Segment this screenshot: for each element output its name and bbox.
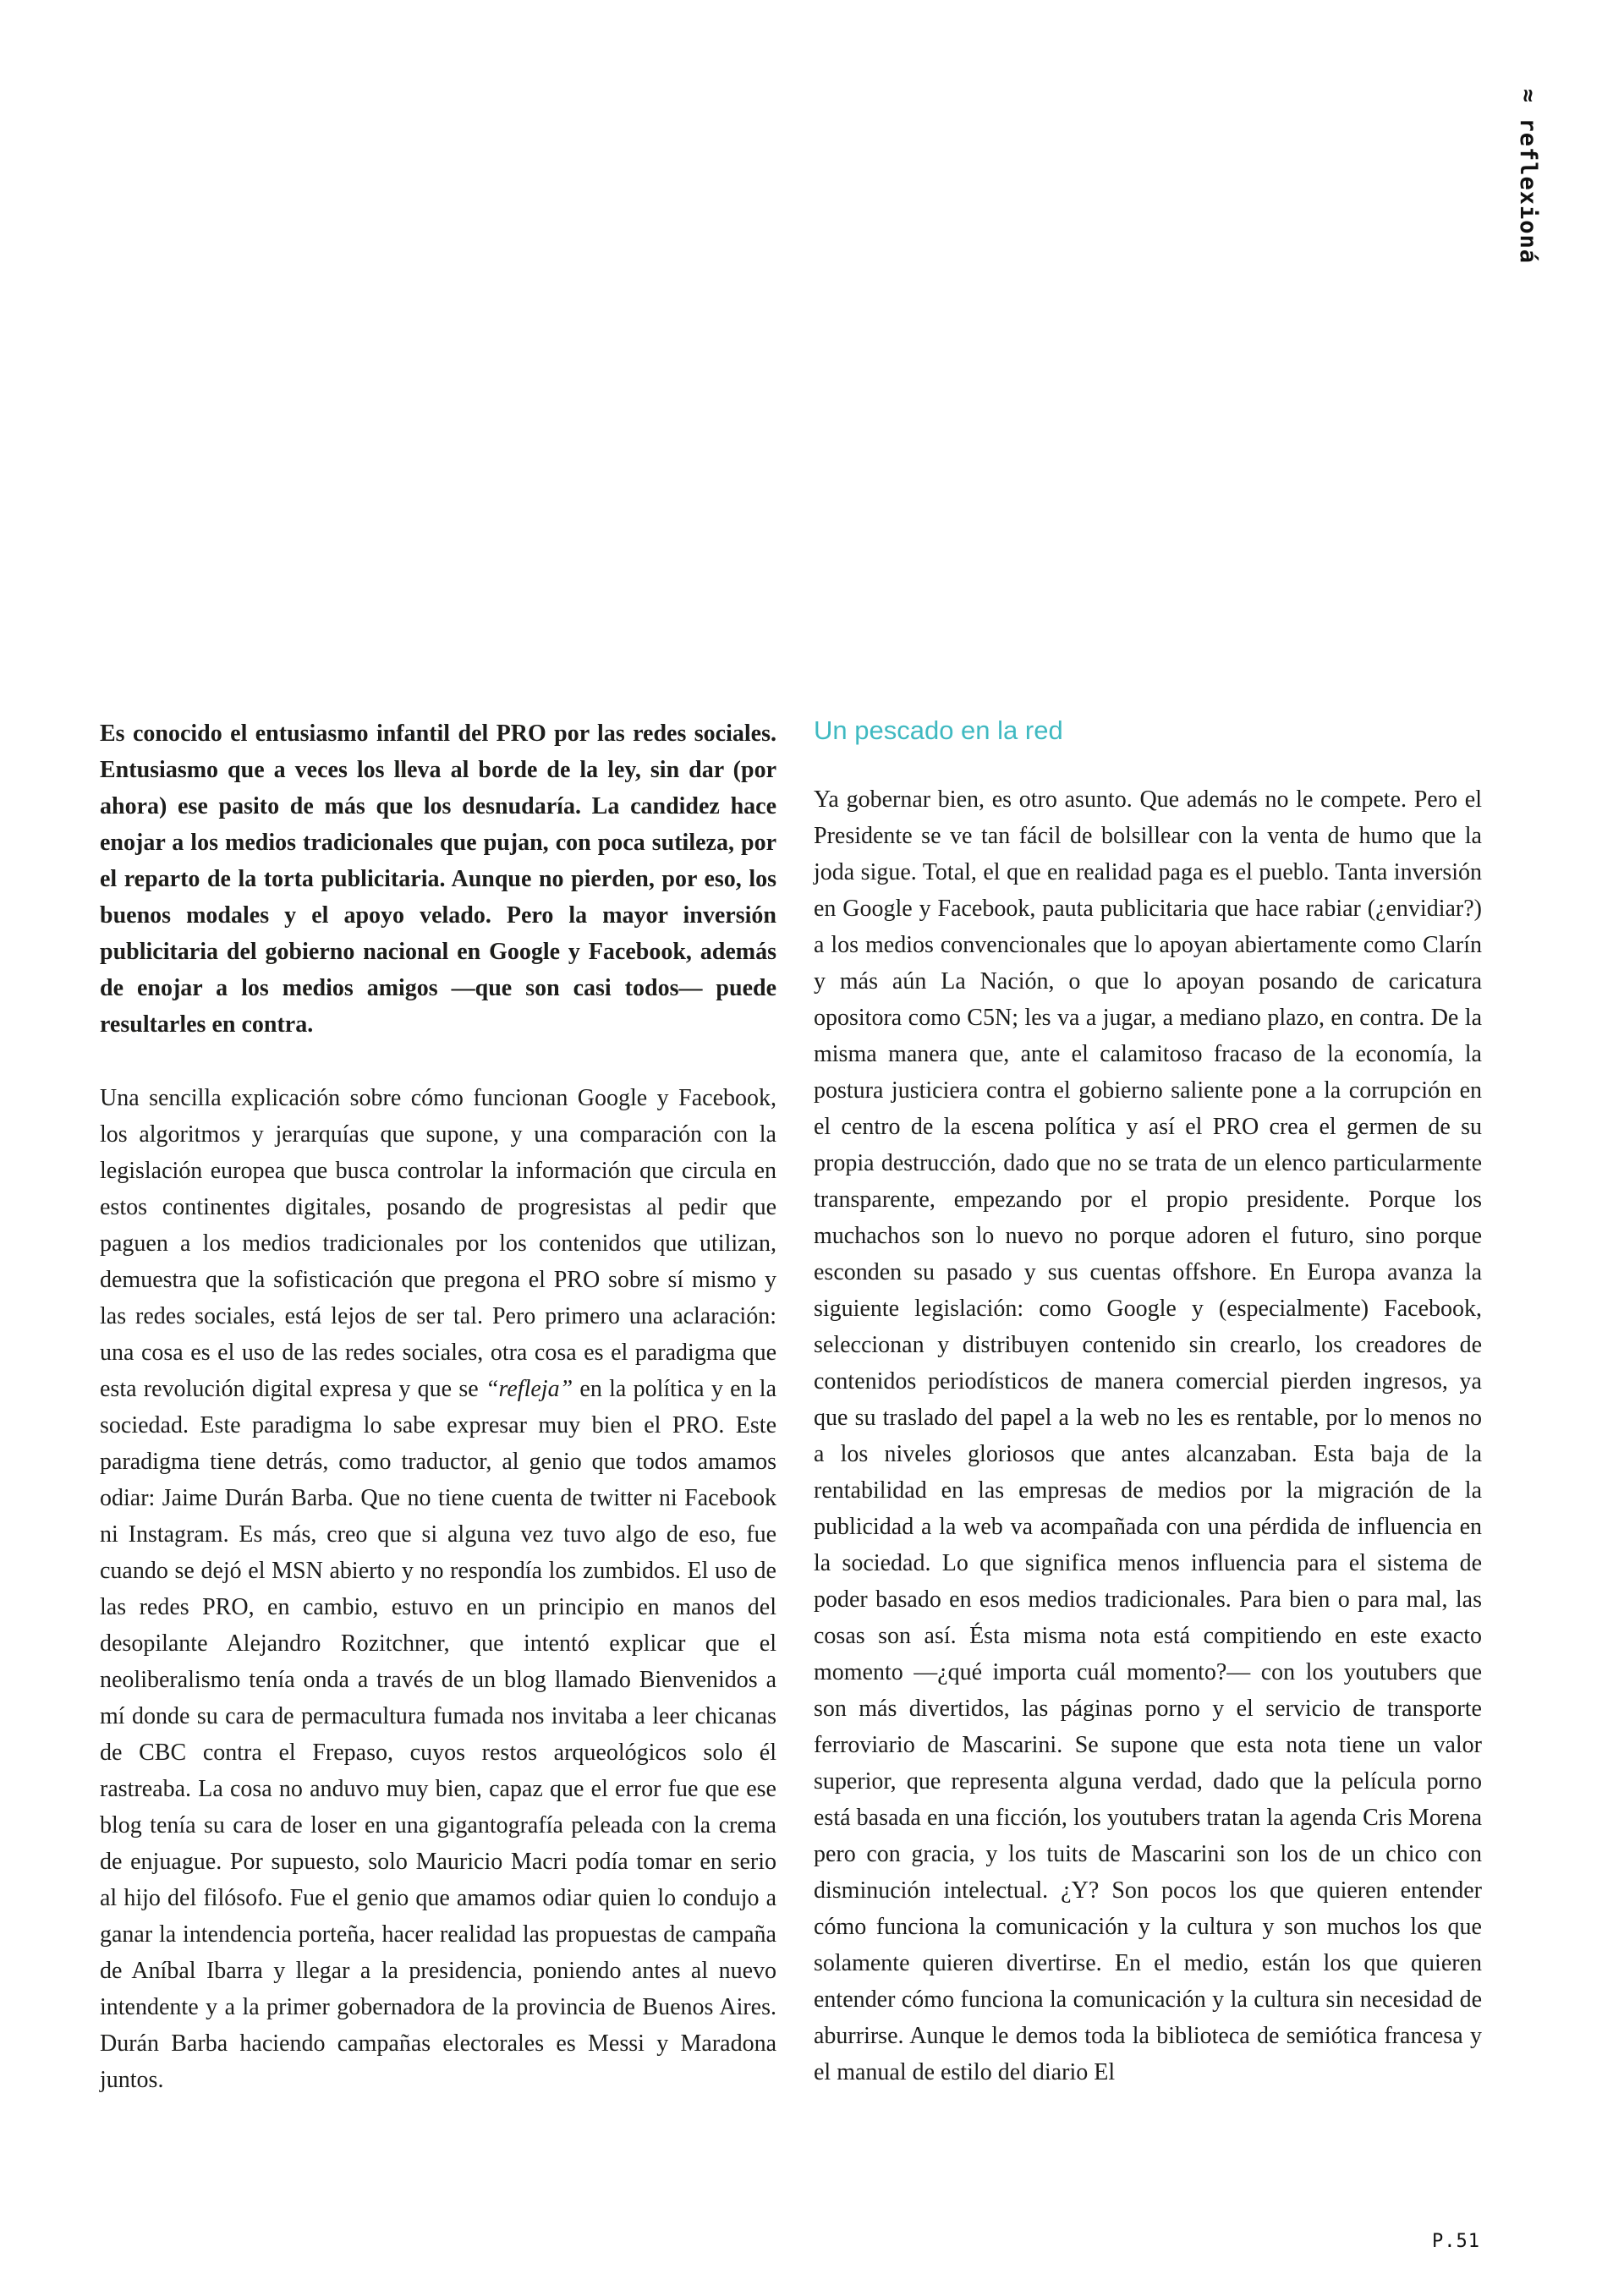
article-columns [100, 715, 1482, 2098]
section-label-vertical: ≈ reflexioná [1515, 89, 1541, 265]
left-body-paragraph [100, 1080, 776, 2098]
left-body-text-after: en la política y en la sociedad. Este paradigma lo sabe expresar muy bien el PRO. Este paradigma tiene detrás, como traductor, al genio que todos amamos odiar: Jaime Durán Barba. Que no tiene cuenta de twitter ni Facebook ni Instagram. Es más, creo que si alguna vez tuvo algo de eso, fue cuando se dejó el MSN abierto y no respondía los zumbidos. El uso de las redes PRO, en cambio, estuvo en un principio en manos del desopilante Alejandro Rozitchner, que intentó explicar que el neoliberalismo tenía onda a través de un blog llamado Bienvenidos a mí donde su cara de permacultura fumada nos invitaba a leer chicanas de CBC contra el Frepaso, cuyos restos arqueológicos solo él rastreaba. La cosa no anduvo muy bien, capaz que el error fue que ese blog tenía su cara de loser en una gigantografía peleada con la crema de enjuague. Por supuesto, solo Mauricio Macri podía tomar en serio al hijo del filósofo. Fue el genio que amamos odiar quien lo condujo a ganar la intendencia porteña, hacer realidad las propuestas de campaña de Aníbal Ibarra y llegar a la presidencia, poniendo antes al nuevo intendente y a la primer gobernadora de la provincia de Buenos Aires. Durán Barba haciendo campañas electorales es Messi y Maradona juntos. [100, 1376, 776, 2093]
left-body-text-before: Una sencilla explicación sobre cómo funcionan Google y Facebook, los algoritmos y jerarquías que supone, y una comparación con la legislación europea que busca controlar la información que circula en estos continentes digitales, posando de progresistas al pedir que paguen a los medios tradicionales por los contenidos que utilizan, demuestra que la sofisticación que pregona el PRO sobre sí mismo y las redes sociales, está lejos de ser tal. Pero primero una aclaración: una cosa es el uso de las redes sociales, otra cosa es el paradigma que esta revolución digital expresa y que se [100, 1085, 776, 1402]
section-heading: Un pescado en la red [814, 715, 1063, 745]
left-column [100, 715, 776, 2098]
left-body-italic-word: “refleja” [485, 1376, 573, 1402]
right-column [814, 715, 1482, 2098]
intro-paragraph: Es conocido el entusiasmo infantil del PRO por las redes sociales. Entusiasmo que a veces los lleva al borde de la ley, sin dar (por ahora) ese pasito de más que los desnudaría. La candidez hace enojar a los medios tradicionales que pujan, con poca sutileza, por el reparto de la torta publicitaria. Aunque no pierden, por eso, los buenos modales y el apoyo velado. Pero la mayor inversión publicitaria del gobierno nacional en Google y Facebook, además de enojar a los medios amigos —que son casi todos— puede resultarles en contra. [100, 721, 776, 1038]
right-body-paragraph: Ya gobernar bien, es otro asunto. Que además no le compete. Pero el Presidente se ve tan fácil de bolsillear con la venta de humo que la joda sigue. Total, el que en realidad paga es el pueblo. Tanta inversión en Google y Facebook, pauta publicitaria que hace rabiar (¿envidiar?) a los medios convencionales que lo apoyan abiertamente como Clarín y más aún La Nación, o que lo apoyan posando de caricatura opositora como C5N; les va a jugar, a mediano plazo, en contra. De la misma manera que, ante el calamitoso fracaso de la economía, la postura justiciera contra el gobierno saliente pone a la corrupción en el centro de la escena política y así el PRO crea el germen de su propia destrucción, dado que no se trata de un elenco particularmente transparente, empezando por el propio presidente. Porque los muchachos son lo nuevo no porque adoren el futuro, sino porque esconden su pasado y sus cuentas offshore. En Europa avanza la siguiente legislación: como Google y (especialmente) Facebook, seleccionan y distribuyen contenido sin crearlo, los creadores de contenidos periodísticos de manera comercial pierden ingresos, ya que su traslado del papel a la web no les es rentable, por lo menos no a los niveles gloriosos que antes alcanzaban. Esta baja de la rentabilidad en las empresas de medios por la migración de la publicidad a la web va acompañada con una pérdida de influencia en la sociedad. Lo que significa menos influencia para el sistema de poder basado en esos medios tradicionales. Para bien o para mal, las cosas son así. Ésta misma nota está compitiendo en este exacto momento —¿qué importa cuál momento?— con los youtubers que son más divertidos, las páginas porno y el servicio de transporte ferroviario de Mascarini. Se supone que esta nota tiene un valor superior, que representa alguna verdad, dado que la película porno está basada en una ficción, los youtubers tratan la agenda Cris Morena pero con gracia, y los tuits de Mascarini son los de un chico con disminución intelectual. ¿Y? Son pocos los que quieren entender cómo funciona la comunicación y la cultura y son muchos los que solamente quieren divertirse. En el medio, están los que quieren entender cómo funciona la comunicación y la cultura sin necesidad de aburrirse. Aunque le demos toda la biblioteca de semiótica francesa y el manual de estilo del diario El [814, 786, 1482, 2085]
page-number: P.51 [1432, 2231, 1480, 2252]
